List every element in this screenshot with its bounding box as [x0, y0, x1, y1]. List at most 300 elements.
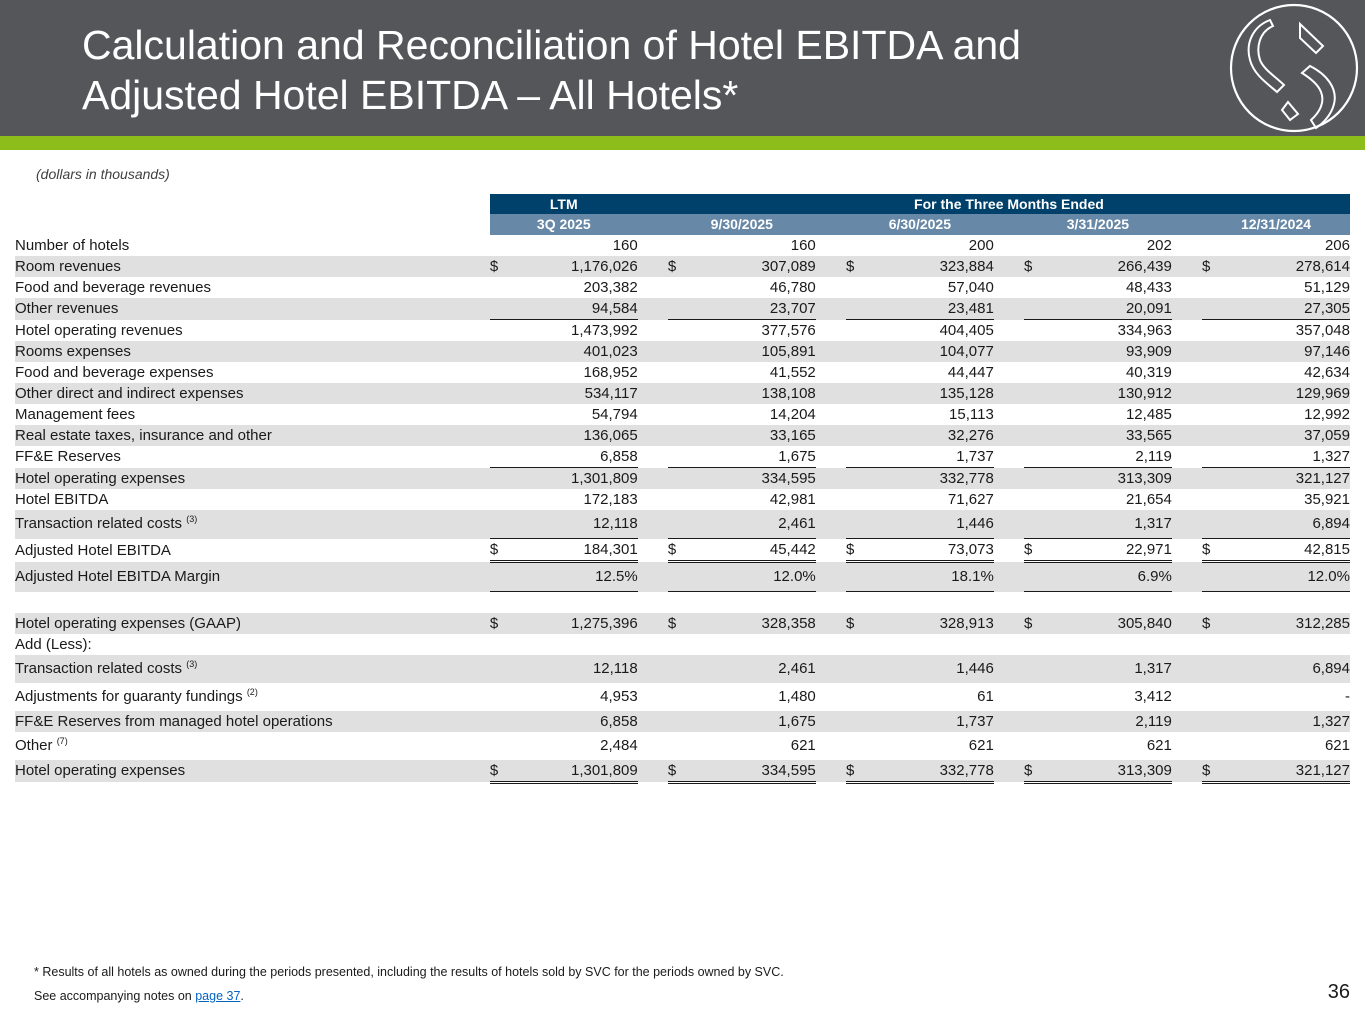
cell-value: 46,780 [769, 279, 816, 296]
dollar-sign [1202, 298, 1226, 320]
cell-value: 135,128 [870, 383, 994, 404]
cell-value: 23,707 [692, 298, 816, 320]
row-label [15, 760, 490, 783]
cell-value: 57,040 [947, 279, 994, 296]
dollar-sign [1202, 468, 1226, 490]
table-row [15, 760, 1350, 783]
row-label [15, 341, 490, 362]
units-note: (dollars in thousands) [36, 166, 170, 182]
row-label [15, 256, 490, 277]
cell-value: - [1345, 687, 1350, 705]
cell-value: 12,118 [514, 510, 638, 539]
row-label [15, 298, 490, 320]
dollar-sign [490, 362, 514, 383]
table-row [15, 468, 1350, 490]
cell-value: 278,614 [1226, 256, 1350, 277]
dollar-sign [1202, 362, 1226, 383]
dollar-sign [1024, 341, 1048, 362]
dollar-sign [846, 235, 870, 256]
cell-value: 2,484 [600, 736, 638, 754]
cell-value: 93,909 [1048, 341, 1172, 362]
cell-value: 97,146 [1226, 341, 1350, 362]
cell-value: 1,737 [870, 446, 994, 468]
cell-value: 404,405 [939, 322, 994, 339]
table-row [15, 341, 1350, 362]
dollar-sign [1202, 425, 1226, 446]
dollar-sign: $ [490, 613, 514, 634]
cell-value: 12.5% [514, 562, 638, 592]
dollar-sign [846, 446, 870, 468]
row-label [15, 634, 490, 655]
dollar-sign [668, 489, 692, 510]
column-group-quarters: For the Three Months Ended [668, 194, 1350, 214]
dollar-sign [1202, 683, 1226, 711]
cell-value: 42,981 [769, 491, 816, 508]
footnote-ref: (3) [186, 658, 198, 669]
footnote-ref: (7) [56, 735, 68, 746]
row-label-text: FF&E Reserves from managed hotel operations [15, 712, 333, 730]
table-row [15, 711, 1350, 732]
dollar-sign [846, 634, 870, 655]
dollar-sign [846, 468, 870, 490]
dollar-sign: $ [1202, 613, 1226, 634]
dollar-sign: $ [846, 613, 870, 634]
cell-value: 1,317 [1048, 655, 1172, 683]
dollar-sign [1024, 320, 1048, 342]
dollar-sign [1024, 425, 1048, 446]
cell-value: 321,127 [1226, 760, 1350, 783]
cell-value: 334,595 [692, 760, 816, 783]
table-row [15, 298, 1350, 320]
dollar-sign [1024, 298, 1048, 320]
dollar-sign [490, 425, 514, 446]
cell-value: 332,778 [870, 468, 994, 490]
cell-value: 1,675 [692, 711, 816, 732]
cell-value: 172,183 [583, 491, 638, 508]
row-label-text: Rooms expenses [15, 343, 131, 360]
dollar-sign [668, 562, 692, 592]
table-row [15, 613, 1350, 634]
cell-value: 12,118 [514, 655, 638, 683]
row-label [15, 425, 490, 446]
dollar-sign [668, 277, 692, 298]
cell-value: 1,327 [1226, 711, 1350, 732]
dollar-sign: $ [1024, 539, 1048, 562]
table-row [15, 510, 1350, 539]
dollar-sign [490, 383, 514, 404]
cell-value: 203,382 [583, 279, 638, 296]
table-row [15, 404, 1350, 425]
dollar-sign [668, 683, 692, 711]
page-title: Calculation and Reconciliation of Hotel EBITDA and Adjusted Hotel EBITDA – All Hotels* [82, 22, 1021, 118]
dollar-sign [846, 341, 870, 362]
dollar-sign [490, 341, 514, 362]
accent-bar [0, 136, 1365, 150]
cell-value: 136,065 [514, 425, 638, 446]
cell-value: 130,912 [1048, 383, 1172, 404]
row-label-text: Hotel operating revenues [15, 321, 183, 339]
column-header-q3: 3/31/2025 [1024, 214, 1172, 235]
column-header-q1: 9/30/2025 [668, 214, 816, 235]
cell-value: 1,301,809 [514, 760, 638, 783]
dollar-sign [490, 711, 514, 732]
dollar-sign [1024, 489, 1048, 510]
cell-value: 33,165 [692, 425, 816, 446]
dollar-sign: $ [1024, 256, 1048, 277]
dollar-sign [846, 298, 870, 320]
dollar-sign [490, 404, 514, 425]
table-row [15, 562, 1350, 592]
cell-value: 42,634 [1304, 364, 1350, 381]
svc-logo-icon [1226, 2, 1362, 134]
cell-value: 357,048 [1295, 322, 1350, 339]
column-header-q2: 6/30/2025 [846, 214, 994, 235]
dollar-sign [846, 383, 870, 404]
dollar-sign [668, 634, 692, 655]
dollar-sign [1024, 383, 1048, 404]
cell-value: 42,815 [1226, 539, 1350, 562]
cell-value: 20,091 [1048, 298, 1172, 320]
dollar-sign [1024, 562, 1048, 592]
dollar-sign [846, 404, 870, 425]
table-row [15, 539, 1350, 562]
cell-value: 160 [790, 237, 816, 254]
cell-value: 534,117 [514, 383, 638, 404]
cell-value [1226, 634, 1350, 655]
page-number: 36 [1327, 981, 1350, 1003]
cell-value: 323,884 [870, 256, 994, 277]
cell-value: 621 [1324, 736, 1350, 754]
cell-value: 6,858 [514, 711, 638, 732]
table-row [15, 425, 1350, 446]
see-notes [34, 989, 244, 1003]
row-label [15, 362, 490, 383]
row-label [15, 468, 490, 490]
cell-value: 27,305 [1226, 298, 1350, 320]
cell-value: 54,794 [591, 406, 638, 423]
dollar-sign [1202, 489, 1226, 510]
dollar-sign [1024, 655, 1048, 683]
dollar-sign [668, 383, 692, 404]
dollar-sign [846, 320, 870, 342]
dollar-sign [490, 655, 514, 683]
cell-value: 104,077 [870, 341, 994, 362]
dollar-sign [1024, 510, 1048, 539]
table-row [15, 362, 1350, 383]
dollar-sign [846, 510, 870, 539]
dollar-sign [490, 732, 514, 760]
dollar-sign [1202, 510, 1226, 539]
dollar-sign: $ [1202, 760, 1226, 783]
footnote-ref: (2) [246, 686, 258, 697]
see-notes-suffix: . [240, 989, 244, 1003]
row-label-text: Hotel operating expenses [15, 469, 186, 487]
cell-value: 73,073 [870, 539, 994, 562]
row-label-text: Other direct and indirect expenses [15, 385, 244, 402]
cell-value: 12,992 [1304, 406, 1350, 423]
cell-value: 12.0% [692, 562, 816, 592]
table-row [15, 489, 1350, 510]
row-label-text: Add (Less): [15, 635, 92, 653]
cell-value: 15,113 [949, 406, 994, 423]
dollar-sign: $ [668, 539, 692, 562]
dollar-sign [668, 404, 692, 425]
row-label-text: Adjustments for guaranty fundings [15, 687, 243, 705]
table-row [15, 277, 1350, 298]
row-label-text: Room revenues [15, 258, 121, 275]
dollar-sign [668, 510, 692, 539]
cell-value: 21,654 [1125, 491, 1172, 508]
dollar-sign [668, 655, 692, 683]
dollar-sign [490, 683, 514, 711]
dollar-sign [1024, 446, 1048, 468]
cell-value: 41,552 [769, 364, 816, 381]
cell-value: 1,176,026 [514, 256, 638, 277]
cell-value: 14,204 [769, 406, 816, 423]
row-label-text: Real estate taxes, insurance and other [15, 427, 272, 444]
dollar-sign [1202, 732, 1226, 760]
cell-value: 321,127 [1226, 468, 1350, 490]
row-label [15, 732, 490, 760]
cell-value: 105,891 [692, 341, 816, 362]
cell-value: 334,595 [692, 468, 816, 490]
cell-value [514, 634, 638, 655]
cell-value: 1,737 [870, 711, 994, 732]
dollar-sign [1024, 634, 1048, 655]
row-label [15, 277, 490, 298]
cell-value [870, 634, 994, 655]
column-header-ltm: 3Q 2025 [490, 214, 638, 235]
cell-value: 12.0% [1226, 562, 1350, 592]
row-label-text: Other revenues [15, 300, 119, 318]
cell-value: 129,969 [1226, 383, 1350, 404]
dollar-sign [1202, 446, 1226, 468]
cell-value: 23,481 [870, 298, 994, 320]
cell-value: 51,129 [1304, 279, 1350, 296]
row-label-text: Hotel EBITDA [15, 491, 109, 508]
dollar-sign: $ [490, 539, 514, 562]
dollar-sign [1202, 404, 1226, 425]
dollar-sign [846, 362, 870, 383]
dollar-sign [490, 562, 514, 592]
cell-value: 2,119 [1048, 711, 1172, 732]
dollar-sign [1202, 341, 1226, 362]
see-notes-prefix: See accompanying notes on [34, 989, 196, 1003]
cell-value: 328,913 [870, 613, 994, 634]
cell-value: 1,446 [870, 510, 994, 539]
row-label-text: Adjusted Hotel EBITDA [15, 541, 171, 559]
row-label [15, 446, 490, 468]
cell-value: 200 [968, 237, 994, 254]
dollar-sign [668, 320, 692, 342]
dollar-sign: $ [846, 256, 870, 277]
cell-value: 1,327 [1226, 446, 1350, 468]
cell-value: 6,894 [1226, 510, 1350, 539]
dollar-sign: $ [668, 613, 692, 634]
cell-value: 313,309 [1048, 760, 1172, 783]
dollar-sign [1024, 404, 1048, 425]
dollar-sign [1202, 711, 1226, 732]
table-row [15, 320, 1350, 342]
cell-value: 37,059 [1226, 425, 1350, 446]
cell-value: 160 [612, 237, 638, 254]
dollar-sign [668, 711, 692, 732]
dollar-sign: $ [668, 256, 692, 277]
row-label-text: FF&E Reserves [15, 448, 121, 466]
cell-value: 312,285 [1226, 613, 1350, 634]
ebitda-reconciliation-table [15, 194, 1350, 784]
row-label-text: Food and beverage revenues [15, 279, 211, 296]
footnote-ref: (3) [186, 514, 198, 525]
cell-value: 4,953 [600, 687, 638, 705]
dollar-sign [668, 732, 692, 760]
cell-value: 1,317 [1048, 510, 1172, 539]
row-label-text: Hotel operating expenses (GAAP) [15, 614, 241, 632]
row-label [15, 655, 490, 683]
dollar-sign: $ [668, 760, 692, 783]
dollar-sign [668, 425, 692, 446]
spacer-row [15, 592, 1350, 613]
dollar-sign [1024, 468, 1048, 490]
cell-value [1048, 634, 1172, 655]
dollar-sign [846, 562, 870, 592]
dollar-sign [668, 468, 692, 490]
dollar-sign [490, 510, 514, 539]
cell-value: 32,276 [870, 425, 994, 446]
dollar-sign [1202, 655, 1226, 683]
row-label-text: Management fees [15, 406, 136, 423]
column-group-ltm: LTM [490, 194, 638, 214]
row-label [15, 613, 490, 634]
dollar-sign: $ [1024, 613, 1048, 634]
cell-value: 44,447 [947, 364, 994, 381]
dollar-sign [668, 341, 692, 362]
row-label-text: Food and beverage expenses [15, 364, 214, 381]
cell-value: 184,301 [514, 539, 638, 562]
cell-value: 48,433 [1125, 279, 1172, 296]
dollar-sign [668, 298, 692, 320]
dollar-sign [490, 446, 514, 468]
cell-value: 401,023 [514, 341, 638, 362]
cell-value: 1,473,992 [570, 322, 638, 339]
dollar-sign [490, 468, 514, 490]
table-row [15, 634, 1350, 655]
row-label-text: Transaction related costs [15, 659, 183, 677]
dollar-sign [1202, 634, 1226, 655]
dollar-sign [1024, 732, 1048, 760]
dollar-sign: $ [490, 760, 514, 783]
row-label [15, 539, 490, 562]
row-label [15, 711, 490, 732]
cell-value: 35,921 [1304, 491, 1350, 508]
dollar-sign: $ [1202, 539, 1226, 562]
cell-value: 22,971 [1048, 539, 1172, 562]
cell-value: 12,485 [1125, 406, 1172, 423]
cell-value: 1,675 [692, 446, 816, 468]
cell-value: 2,461 [692, 510, 816, 539]
cell-value: 6.9% [1048, 562, 1172, 592]
row-label [15, 683, 490, 711]
cell-value: 33,565 [1048, 425, 1172, 446]
cell-value: 332,778 [870, 760, 994, 783]
cell-value: 1,275,396 [514, 613, 638, 634]
table-row [15, 446, 1350, 468]
dollar-sign [1202, 235, 1226, 256]
cell-value: 334,963 [1117, 322, 1172, 339]
footnote: * Results of all hotels as owned during the periods presented, including the results of hotels sold by SVC for the periods owned by SVC. [34, 965, 784, 979]
page-37-link[interactable]: page 37 [195, 989, 241, 1003]
cell-value: 328,358 [692, 613, 816, 634]
dollar-sign [668, 362, 692, 383]
dollar-sign [490, 277, 514, 298]
cell-value: 377,576 [761, 322, 816, 339]
cell-value: 1,480 [778, 687, 816, 705]
cell-value: 45,442 [692, 539, 816, 562]
cell-value: 313,309 [1048, 468, 1172, 490]
row-label-text: Transaction related costs [15, 515, 183, 533]
row-label [15, 404, 490, 425]
row-label-text: Adjusted Hotel EBITDA Margin [15, 567, 221, 585]
dollar-sign [1202, 383, 1226, 404]
cell-value: 94,584 [514, 298, 638, 320]
column-header-q4: 12/31/2024 [1202, 214, 1350, 235]
cell-value: 1,301,809 [514, 468, 638, 490]
dollar-sign [1024, 711, 1048, 732]
cell-value: 40,319 [1125, 364, 1172, 381]
cell-value: 621 [968, 736, 994, 754]
cell-value: 1,446 [870, 655, 994, 683]
dollar-sign [490, 235, 514, 256]
dollar-sign [1202, 562, 1226, 592]
dollar-sign [1202, 320, 1226, 342]
dollar-sign [846, 683, 870, 711]
row-label [15, 383, 490, 404]
dollar-sign: $ [846, 539, 870, 562]
dollar-sign [846, 711, 870, 732]
dollar-sign [668, 235, 692, 256]
dollar-sign [490, 298, 514, 320]
dollar-sign [846, 425, 870, 446]
table-row [15, 655, 1350, 683]
dollar-sign [1024, 277, 1048, 298]
header-row-groups [15, 194, 1350, 214]
dollar-sign [1024, 683, 1048, 711]
cell-value: 621 [1146, 736, 1172, 754]
cell-value: 6,858 [514, 446, 638, 468]
row-label [15, 235, 490, 256]
table-row [15, 732, 1350, 760]
dollar-sign [846, 277, 870, 298]
cell-value: 61 [977, 687, 994, 705]
dollar-sign [1024, 235, 1048, 256]
dollar-sign: $ [1202, 256, 1226, 277]
table-row [15, 683, 1350, 711]
dollar-sign [490, 634, 514, 655]
table-row [15, 256, 1350, 277]
dollar-sign [490, 320, 514, 342]
dollar-sign [668, 446, 692, 468]
dollar-sign: $ [490, 256, 514, 277]
table-row [15, 235, 1350, 256]
dollar-sign [846, 489, 870, 510]
cell-value: 206 [1324, 237, 1350, 254]
cell-value: 18.1% [870, 562, 994, 592]
row-label-text: Number of hotels [15, 237, 130, 254]
dollar-sign: $ [1024, 760, 1048, 783]
row-label-text: Other [15, 736, 53, 754]
table-row [15, 383, 1350, 404]
dollar-sign [490, 489, 514, 510]
